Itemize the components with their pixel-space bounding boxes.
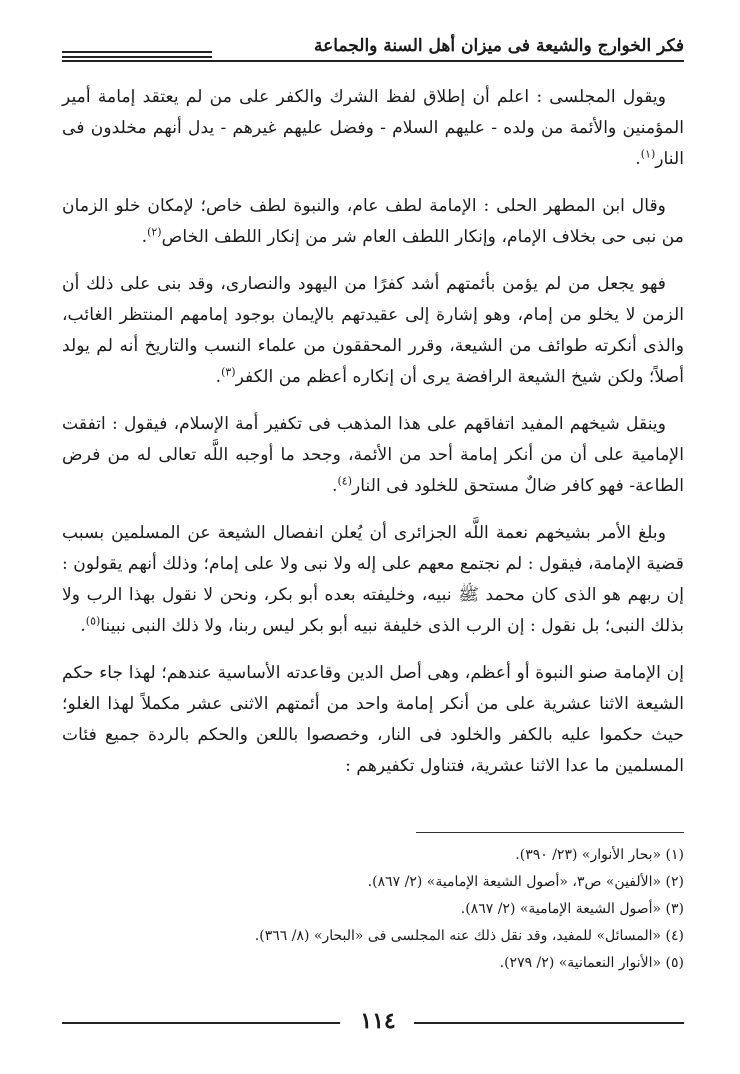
header-underline [62,60,684,62]
footnote: (٣) «أصول الشيعة الإمامية» (٢/ ٨٦٧). [460,901,684,917]
running-title: فكر الخوارج والشيعة فى ميزان أهل السنة والجماعة [314,36,684,56]
footer-rule-left [62,1022,340,1024]
footnote: (١) «بحار الأنوار» (٢٣/ ٣٩٠). [515,847,684,863]
footnote-ref[interactable]: (٥) [85,614,101,628]
paragraph: وقال ابن المطهر الحلى : الإمامة لطف عام، والنبوة لطف خاص؛ لإمكان خلو الزمان من نبى حى بخلاف الإمام، وإنكار اللطف العام شر من إنكار اللطف الخاص$^{(٢)}$. [62,196,684,247]
footnote-ref[interactable]: (٢) [147,225,162,239]
running-header [62,34,684,64]
main-text [62,82,684,798]
footnote: (٤) «المسائل» للمفيد، وقد نقل ذلك عنه المجلسى فى «البحار» (٨/ ٣٦٦). [254,928,684,944]
header-rule-bottom [62,56,212,58]
footnote: (٢) «الألفين» ص٣، «أصول الشيعة الإمامية» (٢/ ٨٦٧). [367,874,684,890]
header-rule-top [62,51,212,53]
page-number: ١١٤ [360,1008,396,1034]
page-footer [62,1008,684,1036]
paragraph: ويقول المجلسى : اعلم أن إطلاق لفظ الشرك والكفر على من لم يعتقد إمامة أمير المؤمنين والأئمة من ولده - عليهم السلام - وفضل عليهم غيرهم - يدل أنهم مخلدون فى النار$^{(١)}$. [62,87,684,169]
footnotes [62,842,684,977]
footnote-separator [416,832,684,833]
footer-rule-right [414,1022,684,1024]
footnote-ref[interactable]: (١) [640,147,656,161]
footnote: (٥) «الأنوار النعمانية» (٢/ ٢٧٩). [499,955,684,971]
footnote-ref[interactable]: (٣) [221,365,236,379]
footnote-ref[interactable]: (٤) [337,474,352,488]
paragraph: وينقل شيخهم المفيد اتفاقهم على هذا المذهب فى تكفير أمة الإسلام، فيقول : اتفقت الإمامية على أن من أنكر إمامة أحد من الأئمة، وجحد ما أوجبه اللَّه تعالى له من فرض الطاعة- فهو كافر ضالٌ مستحق للخلود فى النار$^{(٤)}$. [62,414,684,496]
paragraph: إن الإمامة صنو النبوة أو أعظم، وهى أصل الدين وقاعدته الأساسية عندهم؛ لهذا جاء حكم الشيعة الاثنا عشرية على من أنكر إمامة واحد من أئمتهم الاثنى عشر مكملاً لهذا الغلو؛ حيث حكموا عليه بالكفر والخلود فى النار، وخصصوا باللعن والحكم بالردة جميع فئات المسلمين ما عدا الاثنا عشرية، فتناول تكفيرهم : [62,663,684,776]
paragraph: فهو يجعل من لم يؤمن بأئمتهم أشد كفرًا من اليهود والنصارى، وقد بنى على ذلك أن الزمن لا يخلو من إمام، وهو إشارة إلى عقيدتهم بالإيمان بوجود إمامهم المنتظر الغائب، والذى أنكرته طوائف من الشيعة، وقرر المحققون من علماء النسب والتاريخ أنه لم يولد أصلاً؛ ولكن شيخ الشيعة الرافضة يرى أن إنكاره أعظم من الكفر$^{(٣)}$. [62,274,684,387]
paragraph: وبلغ الأمر بشيخهم نعمة اللَّه الجزائرى أن يُعلن انفصال الشيعة عن المسلمين بسبب قضية الإمامة، فيقول : لم نجتمع معهم على إله ولا نبى ولا على إمام؛ وذلك أنهم يقولون : إن ربهم هو الذى كان محمد ﷺ نبيه، وخليفته بعده أبو بكر، ونحن لا نقول بهذا الرب ولا بذلك النبى؛ بل نقول : إن الرب الذى خليفة نبيه أبو بكر ليس ربنا، ولا ذلك النبى نبينا$^{(٥)}$. [62,523,684,636]
